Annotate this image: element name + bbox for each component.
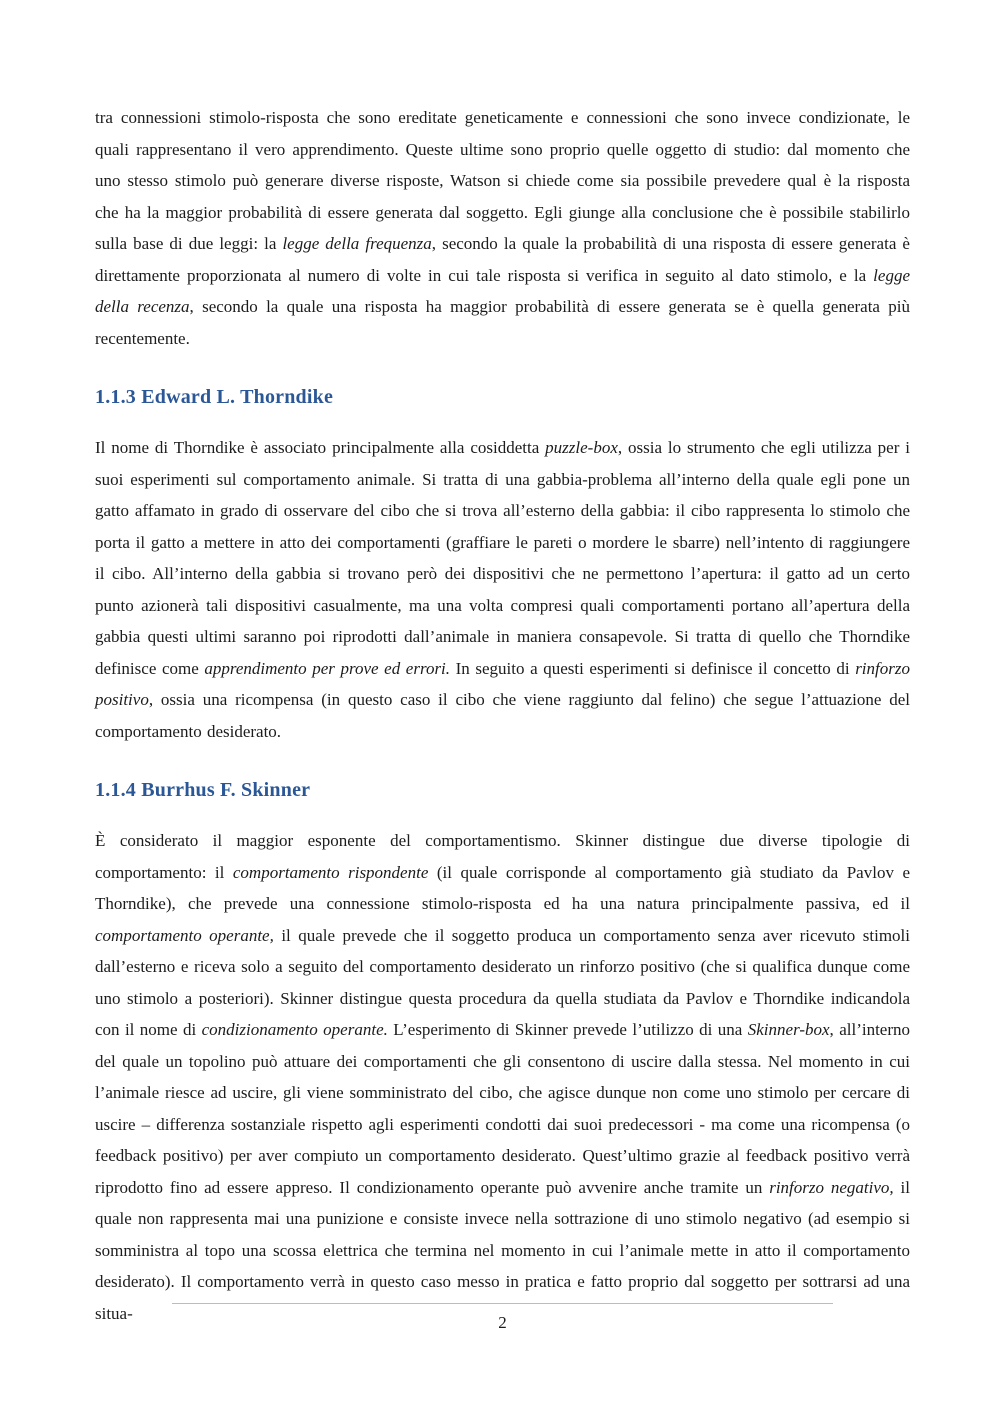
italic-text-run: apprendimento per prove ed errori.: [204, 658, 451, 678]
text-run: L’esperimento di Skinner prevede l’utilizzo di una: [387, 1020, 748, 1039]
italic-text-run: legge della frequenza: [282, 234, 432, 253]
text-run: , secondo la quale la probabilità di una risposta di essere generata è direttamente proporzionata al numero di volte in cui tale risposta si verifica in seguito al dato stimolo, e la: [95, 234, 910, 285]
text-run: (il quale corrisponde al comportamento già studiato da Pavlov e Thorndike), che prevede una connessione stimolo-risposta ed ha una natura principalmente passiva, ed il: [95, 862, 911, 913]
footer-divider: [172, 1303, 833, 1304]
section-heading-skinner: 1.1.4 Burrhus F. Skinner: [95, 779, 311, 801]
italic-text-run: puzzle-box: [545, 438, 618, 457]
text-run: il quale prevede che il soggetto produca un comportamento senza aver ricevuto stimoli dall’esterno e riceva solo a seguito del comportamento desiderato un rinforzo positivo (che si qualifica dunque come uno stimolo a posteriori). Skinner distingue questa procedura da quella studiata da Pavlov e Thorndike indicandola con il nome di: [95, 925, 911, 1039]
page-footer: [172, 1303, 833, 1333]
italic-text-run: legge della recenza: [95, 265, 910, 316]
italic-text-run: rinforzo positivo: [95, 658, 910, 709]
italic-text-run: rinforzo negativo,: [769, 1177, 894, 1197]
text-run: , ossia lo strumento che egli utilizza per i suoi esperimenti sul comportamento animale. Si tratta di una gabbia-problema all’interno della quale egli pone un gatto affamato in grado di osservare del cibo che si trova all’esterno della gabbia: il cibo rappresenta lo stimolo che porta il gatto a mettere in atto dei comportamenti (graffiare le pareti o mordere le sbarre) nell’intento di raggiungere il cibo. All’interno della gabbia si trovano però dei dispositivi che ne permettono l’apertura: il gatto ad un certo punto azionerà tali dispositivi casualmente, ma una volta compresi quali comportamenti portano all’apertura della gabbia questi ultimi saranno poi riprodotti dall’animale in maniera consapevole. Si tratta di quello che Thorndike definisce come: [95, 438, 910, 678]
text-run: È considerato il maggior esponente del comportamentismo. Skinner distingue due diverse tipologie di comportamento: il: [95, 831, 910, 882]
paragraph-thorndike-puzzle-box: [95, 432, 910, 747]
section-heading-thorndike: 1.1.3 Edward L. Thorndike: [95, 386, 334, 408]
text-run: In seguito a questi esperimenti si definisce il concetto di: [450, 658, 856, 678]
italic-text-run: comportamento rispondente: [232, 862, 429, 882]
text-run: , ossia una ricompensa (in questo caso il cibo che viene raggiunto dal felino) che segue l’attuazione del comportamento desiderato.: [95, 690, 910, 741]
paragraph-skinner-operant: [95, 825, 910, 1329]
page-number: 2: [498, 1313, 507, 1332]
italic-text-run: Skinner-box: [747, 1020, 830, 1039]
text-run: il quale non rappresenta mai una punizione e consiste invece nella sottrazione di uno stimolo negativo (ad esempio si somministra al topo una scossa elettrica che termina nel momento in cui l’animale mette in atto il comportamento desiderato). Il comportamento verrà in questo caso messo in pratica e fatto proprio dal soggetto per sottrarsi ad una situa-: [95, 1177, 910, 1323]
text-run: tra connessioni stimolo-risposta che sono ereditate geneticamente e connessioni che sono invece condizionate, le quali rappresentano il vero apprendimento. Queste ultime sono proprio quelle oggetto di studio: dal momento che uno stesso stimolo può generare diverse risposte, Watson si chiede come sia possibile prevedere qual è la risposta che ha la maggior probabilità di essere generata dal soggetto. Egli giunge alla conclusione che è possibile stabilirlo sulla base di due leggi: la: [95, 108, 910, 253]
italic-text-run: condizionamento operante.: [201, 1020, 388, 1039]
text-run: , secondo la quale una risposta ha maggior probabilità di essere generata se è quella generata più recentemente.: [95, 297, 910, 348]
text-run: , all’interno del quale un topolino può attuare dei comportamenti che gli consentono di uscire dalla stessa. Nel momento in cui l’animale riesce ad uscire, gli viene somministrato del cibo, che agisce dunque non come uno stimolo per cercare di uscire – differenza sostanziale rispetto agli esperimenti condotti dai suoi predecessori - ma come una ricompensa (o feedback positivo) per aver compiuto un comportamento desiderato. Quest’ultimo grazie al feedback positivo verrà riprodotto fino ad essere appreso. Il condizionamento operante può avvenire anche tramite un: [95, 1020, 911, 1197]
text-run: Il nome di Thorndike è associato principalmente alla cosiddetta: [95, 438, 546, 457]
paragraph-watson-laws: [95, 102, 910, 354]
italic-text-run: comportamento operante,: [95, 925, 274, 945]
